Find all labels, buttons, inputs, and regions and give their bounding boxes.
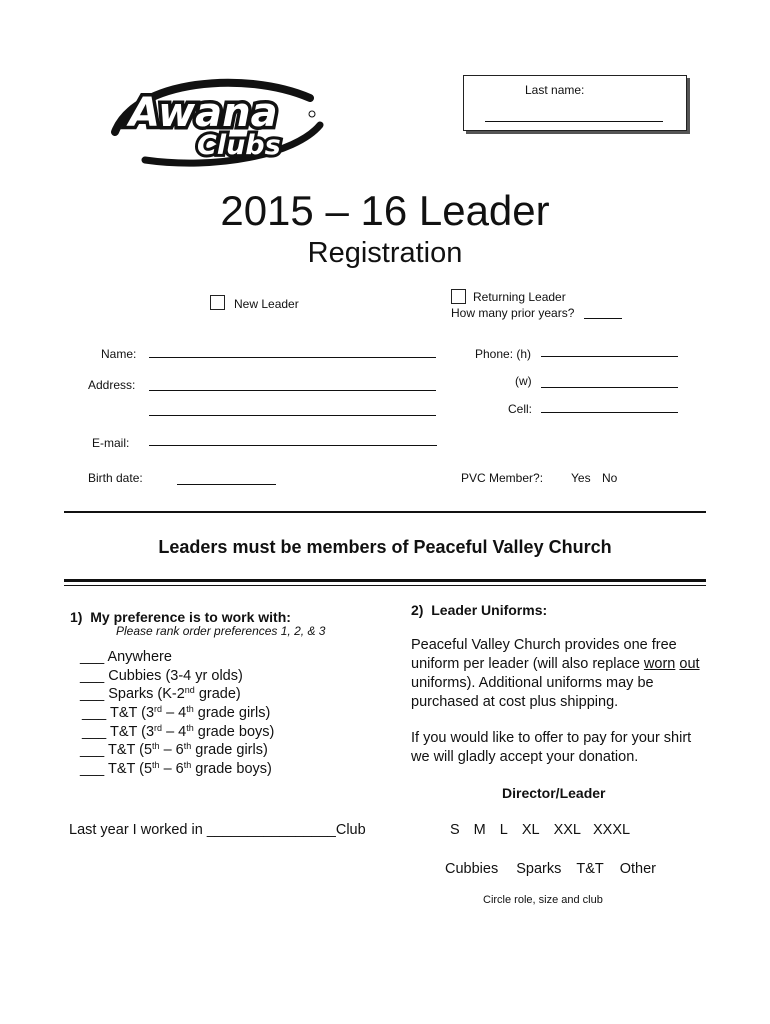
logo-word-awana: Awana (129, 90, 278, 136)
awana-clubs-logo (105, 70, 330, 170)
birth-date-label: Birth date: (88, 471, 143, 485)
size-option[interactable]: M (473, 822, 486, 838)
page-subtitle: Registration (307, 237, 463, 269)
birth-date-field[interactable] (177, 484, 276, 485)
last-name-label: Last name: (525, 83, 585, 97)
email-label: E-mail: (92, 436, 130, 450)
size-option[interactable]: S (450, 822, 460, 838)
cell-field[interactable] (541, 412, 678, 413)
new-leader-label: New Leader (234, 297, 299, 311)
last-name-field[interactable] (485, 121, 663, 122)
circle-instruction: Circle role, size and club (483, 894, 603, 906)
rank-blank[interactable]: ___ (80, 649, 105, 665)
club-option[interactable]: Sparks (516, 861, 562, 877)
preference-item: ___ T&T (5th – 6th grade boys) (80, 760, 272, 777)
returning-leader-checkbox[interactable] (451, 289, 466, 304)
club-option[interactable]: T&T (576, 861, 604, 877)
logo-word-clubs: Clubs (197, 130, 281, 161)
divider-double (64, 579, 706, 586)
pvc-yes-option[interactable]: Yes (571, 471, 591, 485)
club-options (445, 861, 656, 877)
phone-work-label: (w) (515, 374, 532, 388)
role-label[interactable]: Director/Leader (502, 785, 606, 801)
pvc-no-option[interactable]: No (602, 471, 618, 485)
name-field[interactable] (149, 357, 436, 358)
preferences-heading: 1) My preference is to work with: (70, 609, 291, 625)
preferences-subheading: Please rank order preferences 1, 2, & 3 (116, 624, 326, 638)
rank-blank[interactable]: ___ (80, 761, 105, 777)
address-field-1[interactable] (149, 390, 436, 391)
club-option[interactable]: Other (619, 861, 656, 877)
size-options (450, 822, 630, 838)
last-year-club: Last year I worked in ________________Club (69, 822, 366, 838)
returning-leader-label: Returning Leader (473, 290, 566, 304)
address-label: Address: (88, 378, 136, 392)
name-label: Name: (101, 347, 137, 361)
rank-blank[interactable]: ___ (80, 742, 105, 758)
pvc-member-label: PVC Member?: (461, 471, 544, 485)
prior-years-label: How many prior years? (451, 306, 575, 320)
rank-blank[interactable]: ___ (82, 724, 107, 740)
uniforms-paragraph-2: If you would like to offer to pay for your shirt we will gladly accept your donation. (411, 730, 692, 765)
rank-blank[interactable]: ___ (80, 686, 105, 702)
prior-years-field[interactable] (584, 318, 622, 319)
divider-top (64, 511, 706, 513)
address-field-2[interactable] (149, 415, 436, 416)
phone-home-label: Phone: (h) (475, 347, 532, 361)
page-title: 2015 – 16 Leader (220, 187, 550, 234)
uniforms-paragraph-1: Peaceful Valley Church provides one free uniform per leader (will also replace worn out uniforms). Additional uniforms may be purchased at cost plus shipping. (411, 637, 700, 710)
size-option[interactable]: XXXL (593, 822, 631, 838)
membership-note: Leaders must be members of Peaceful Valley Church (158, 537, 612, 557)
size-option[interactable]: XXL (553, 822, 582, 838)
email-field[interactable] (149, 445, 437, 446)
club-option[interactable]: Cubbies (445, 861, 499, 877)
rank-blank[interactable]: ___ (82, 705, 107, 721)
preference-item: ___ T&T (3rd – 4th grade boys) (82, 723, 275, 740)
cell-label: Cell: (508, 402, 533, 416)
new-leader-checkbox[interactable] (210, 295, 225, 310)
preference-item: ___ Anywhere (80, 649, 172, 665)
preference-item: ___ T&T (5th – 6th grade girls) (80, 741, 268, 758)
rank-blank[interactable]: ___ (80, 668, 105, 684)
uniforms-heading: 2) Leader Uniforms: (411, 602, 548, 618)
last-year-club-field[interactable]: ________________ (206, 822, 336, 838)
size-option[interactable]: L (499, 822, 508, 838)
size-option[interactable]: XL (521, 822, 540, 838)
phone-home-field[interactable] (541, 356, 678, 357)
last-name-box (463, 75, 687, 131)
preference-item: ___ T&T (3rd – 4th grade girls) (82, 704, 271, 721)
preference-item: ___ Cubbies (3-4 yr olds) (80, 668, 243, 684)
preference-item: ___ Sparks (K-2nd grade) (80, 685, 241, 702)
phone-work-field[interactable] (541, 387, 678, 388)
